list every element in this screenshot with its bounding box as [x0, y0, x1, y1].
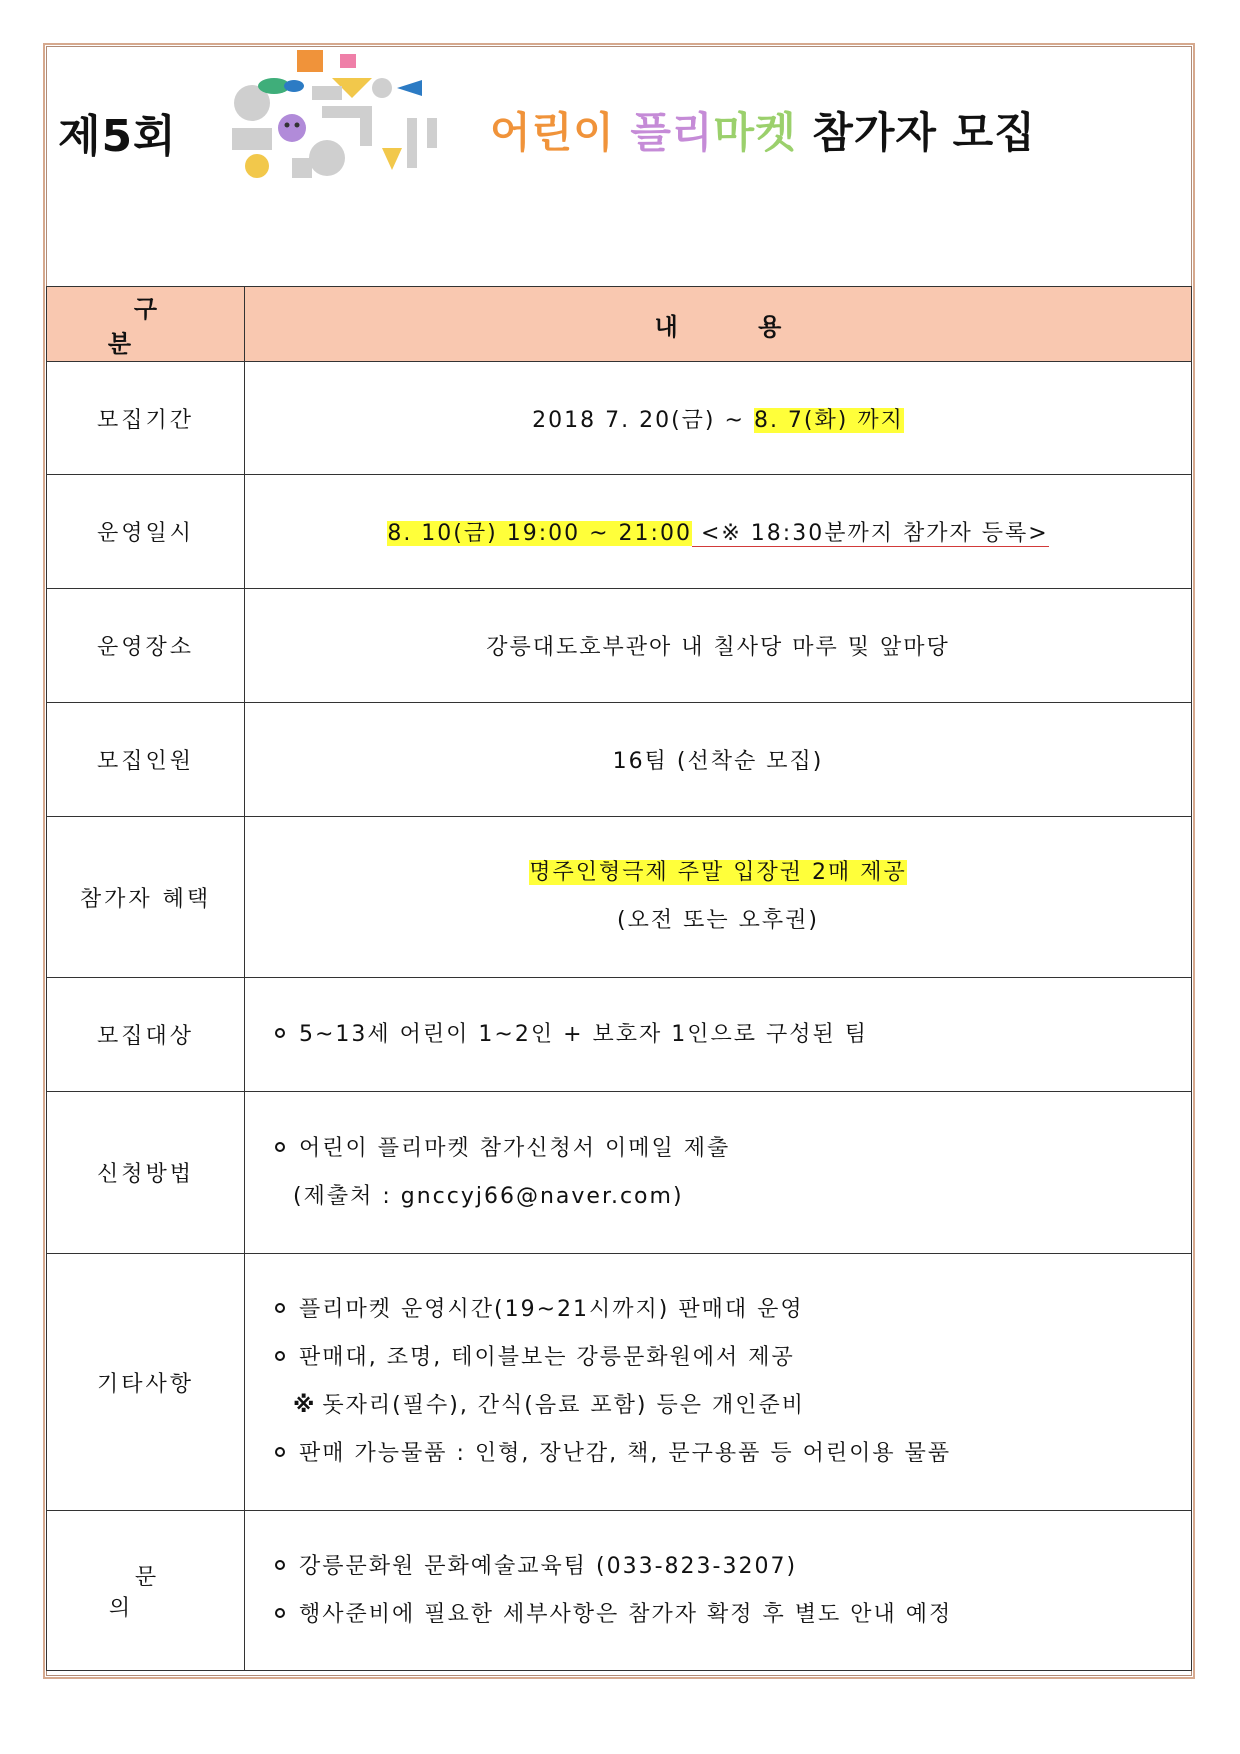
- row-label: 문 의: [47, 1511, 245, 1671]
- info-table: [46, 286, 1192, 1671]
- table-row-target: [47, 978, 1192, 1092]
- table-row-contact: [47, 1511, 1192, 1671]
- table-row-schedule: [47, 475, 1192, 589]
- row-label: 모집인원: [47, 703, 245, 817]
- table-row-apply: [47, 1092, 1192, 1254]
- bullet-icon: [275, 1351, 285, 1361]
- table-row-other: [47, 1254, 1192, 1511]
- row-label: 운영장소: [47, 589, 245, 703]
- bullet-icon: [275, 1142, 285, 1152]
- row-content: 어린이 플리마켓 참가신청서 이메일 제출 (제출처 : gnccyj66@naver.com): [245, 1092, 1192, 1254]
- bullet-icon: [275, 1303, 285, 1313]
- header-category: 구 분: [47, 287, 245, 362]
- row-content: 2018 7. 20(금) ~ 8. 7(화) 까지: [245, 362, 1192, 475]
- row-label: 모집대상: [47, 978, 245, 1092]
- headline: [490, 100, 1036, 160]
- table-row-benefit: [47, 817, 1192, 978]
- bullet-icon: [275, 1028, 285, 1038]
- bullet-icon: [275, 1560, 285, 1570]
- table-row-capacity: [47, 703, 1192, 817]
- row-label: 모집기간: [47, 362, 245, 475]
- headline-word-children: 어린이: [490, 108, 615, 157]
- table-row-period: [47, 362, 1192, 475]
- row-label: 신청방법: [47, 1092, 245, 1254]
- row-label: 기타사항: [47, 1254, 245, 1511]
- row-label: 참가자 혜택: [47, 817, 245, 978]
- bullet-icon: [275, 1447, 285, 1457]
- row-content: 명주인형극제 주말 입장권 2매 제공 (오전 또는 오후권): [245, 817, 1192, 978]
- row-content: 플리마켓 운영시간(19~21시까지) 판매대 운영 판매대, 조명, 테이블보는 강릉문화원에서 제공 ※ 돗자리(필수), 간식(음료 포함) 등은 개인준비 판매 가능물품 : 인형, 장난감, 책, 문구용품 등 어린이용 물품: [245, 1254, 1192, 1511]
- row-content: 5~13세 어린이 1~2인 + 보호자 1인으로 구성된 팀: [245, 978, 1192, 1092]
- row-content: 8. 10(금) 19:00 ~ 21:00 <※ 18:30분까지 참가자 등록>: [245, 475, 1192, 589]
- headline-word-recruit: 참가자 모집: [812, 108, 1036, 157]
- headline-word-flea: 플리: [630, 108, 714, 157]
- edition-label: 제5회: [58, 111, 177, 162]
- row-content: 강릉문화원 문화예술교육팀 (033-823-3207) 행사준비에 필요한 세부사항은 참가자 확정 후 별도 안내 예정: [245, 1511, 1192, 1671]
- table-row-venue: [47, 589, 1192, 703]
- row-content: 강릉대도호부관아 내 칠사당 마루 및 앞마당: [245, 589, 1192, 703]
- table-header-row: [47, 287, 1192, 362]
- header-content: 내 용: [245, 287, 1192, 362]
- row-content: 16팀 (선착순 모집): [245, 703, 1192, 817]
- festival-logo: [212, 48, 462, 188]
- row-label: 운영일시: [47, 475, 245, 589]
- headline-word-market: 마켓: [713, 108, 797, 157]
- bullet-icon: [275, 1608, 285, 1618]
